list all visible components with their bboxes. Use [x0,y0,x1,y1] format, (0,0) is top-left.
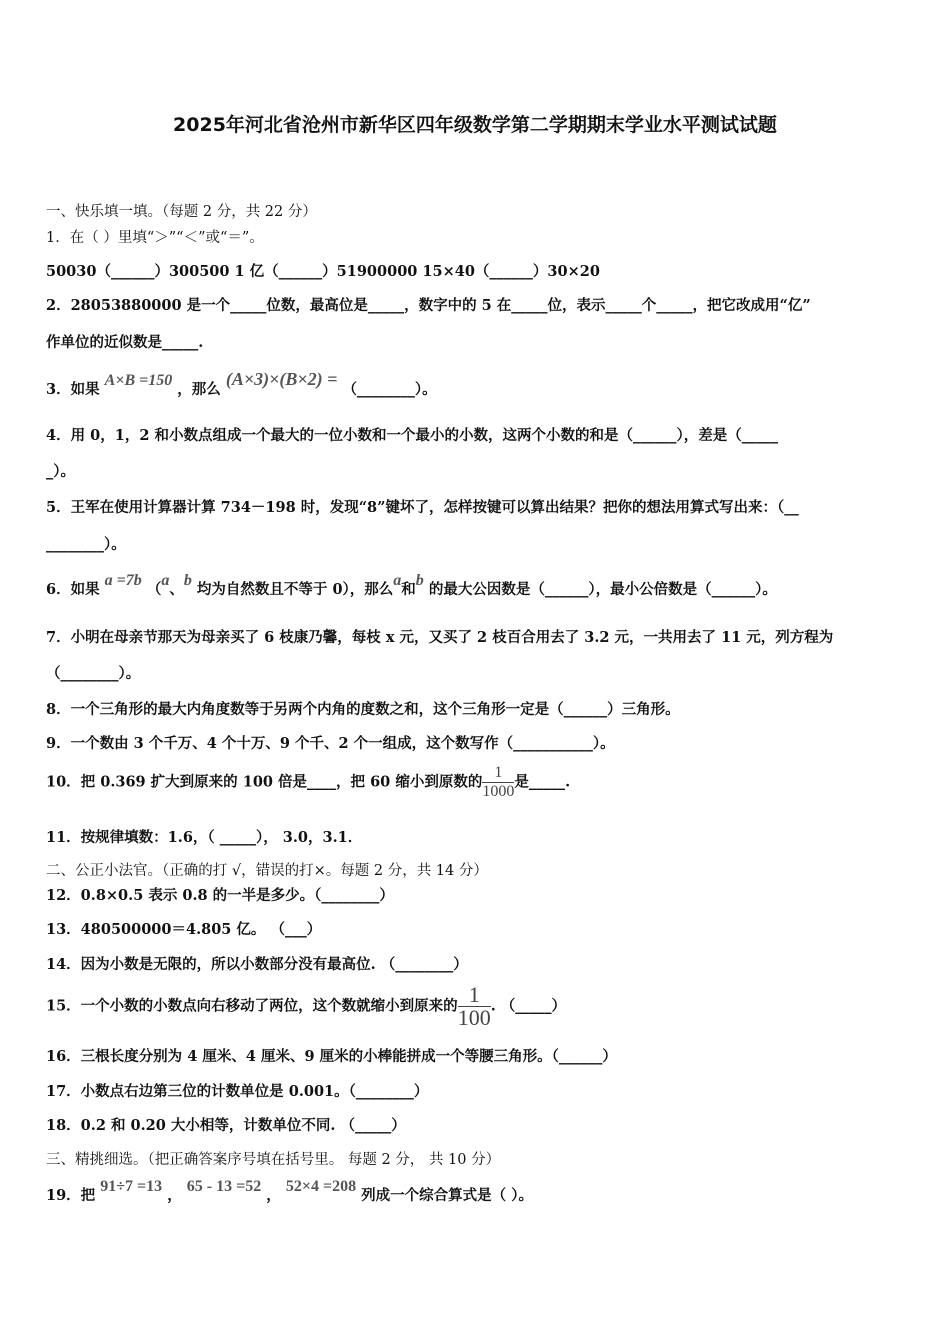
question-1-items: 50030（______）300500 1 亿（______）51900000 15×40（______）30×20 [46,263,600,280]
q19-prefix: 19．把 [46,1187,96,1204]
q10-denominator: 1000 [482,783,515,800]
q6-text-5: 的最大公因数是（______），最小公倍数是（______）。 [428,581,777,598]
q19-formula-3: 52×4 =208 [285,1178,357,1195]
question-4-line-1: 4．用 0，1，2 和小数点组成一个最大的一位小数和一个最小的小数，这两个小数的和是（______），差是（_____ [46,427,778,444]
q3-answer: （________）。 [342,381,437,398]
question-12: 12．0.8×0.5 表示 0.8 的一半是多少。（________） [46,887,394,904]
q10-suffix: 是_____. [514,773,571,791]
q6-text-3: 均为自然数且不等于 0），那么 [196,581,394,598]
q19-comma-1: ， [167,1187,182,1204]
page-title: 2025年河北省沧州市新华区四年级数学第二学期期末学业水平测试试题 [173,114,777,136]
q3-formula-1: A×B =150 [104,372,173,389]
q10-numerator: 1 [482,764,514,783]
q3-formula-2: (A×3)×(B×2) = [225,369,338,389]
question-7-line-2: （________）。 [46,665,141,682]
q10-fraction [482,764,514,801]
question-17: 17．小数点右边第三位的计数单位是 0.001。（________） [46,1083,429,1100]
q6-formula: a =7b [104,572,142,589]
q6-var-a: a [161,572,170,589]
question-16: 16．三根长度分别为 4 厘米、4 厘米、9 厘米的小棒能拼成一个等腰三角形。（______） [46,1048,617,1065]
q15-suffix: . （_____） [490,997,567,1015]
question-2-line-2: 作单位的近似数是_____. [46,334,204,351]
q19-formula-1: 91÷7 =13 [100,1178,163,1195]
q15-denominator: 100 [457,1005,491,1030]
question-11: 11．按规律填数：1.6，（ _____）， 3.0，3.1． [46,829,363,846]
q6-var-b: b [183,572,192,589]
question-5-line-2: ________）。 [46,536,126,553]
q6-text-4: 和 [401,581,416,598]
question-13: 13．480500000＝4.805 亿。 （___） [46,921,322,938]
section-2-heading: 二、公正小法官。（正确的打 √，错误的打×。每题 2 分，共 14 分） [46,863,488,879]
q19-suffix: 列成一个综合算式是（ ）。 [361,1187,533,1204]
q10-prefix: 10．把 0.369 扩大到原来的 100 倍是____，把 60 缩小到原数的 [46,773,483,791]
q19-formula-2: 65 - 13 =52 [186,1178,262,1195]
section-3-heading: 三、精挑细选。（把正确答案序号填在括号里。 每题 2 分， 共 10 分） [46,1152,501,1168]
q15-fraction [458,984,491,1029]
question-9: 9．一个数由 3 个千万、4 个十万、9 个千、2 个一组成，这个数写作（___________）。 [46,735,615,752]
question-18: 18．0.2 和 0.20 大小相等，计数单位不同. （_____） [46,1117,406,1134]
question-1-prompt: 1．在（ ）里填“＞”“＜”或“＝”。 [46,230,264,246]
question-14: 14．因为小数是无限的，所以小数部分没有最高位. （________） [46,956,468,973]
question-8: 8．一个三角形的最大内角度数等于另两个内角的度数之和，这个三角形一定是（______）三角形。 [46,701,680,718]
question-10 [46,764,570,801]
question-3 [46,369,437,400]
q3-prefix: 3．如果 [46,381,100,398]
q6-prefix: 6．如果 [46,581,100,598]
q19-comma-2: ， [266,1187,281,1204]
question-4-line-2: _）。 [46,463,75,480]
question-15 [46,984,566,1029]
question-19 [46,1178,533,1206]
question-5-line-1: 5．王军在使用计算器计算 734－198 时，发现“8”键坏了，怎样按键可以算出结果？把你的想法用算式写出来：（__ [46,499,799,516]
question-2-line-1: 2．28053880000 是一个_____位数，最高位是_____，数字中的 5 在_____位，表示_____个_____，把它改成用“亿” [46,297,811,314]
question-7-line-1: 7．小明在母亲节那天为母亲买了 6 枝康乃馨，每枝 x 元，又买了 2 枝百合用去了 3.2 元，一共用去了 11 元，列方程为 [46,629,834,646]
q6-var-b-2: b [415,572,424,589]
q6-text-2: 、 [169,581,184,598]
section-1-heading: 一、快乐填一填。（每题 2 分，共 22 分） [46,204,317,220]
q15-numerator: 1 [458,984,491,1007]
question-6 [46,572,777,600]
q3-middle: ，那么 [177,381,221,398]
q15-prefix: 15．一个小数的小数点向右移动了两位，这个数就缩小到原来的 [46,997,458,1015]
q6-var-a-2: a [393,572,402,589]
q6-text-1: （ [146,581,162,598]
